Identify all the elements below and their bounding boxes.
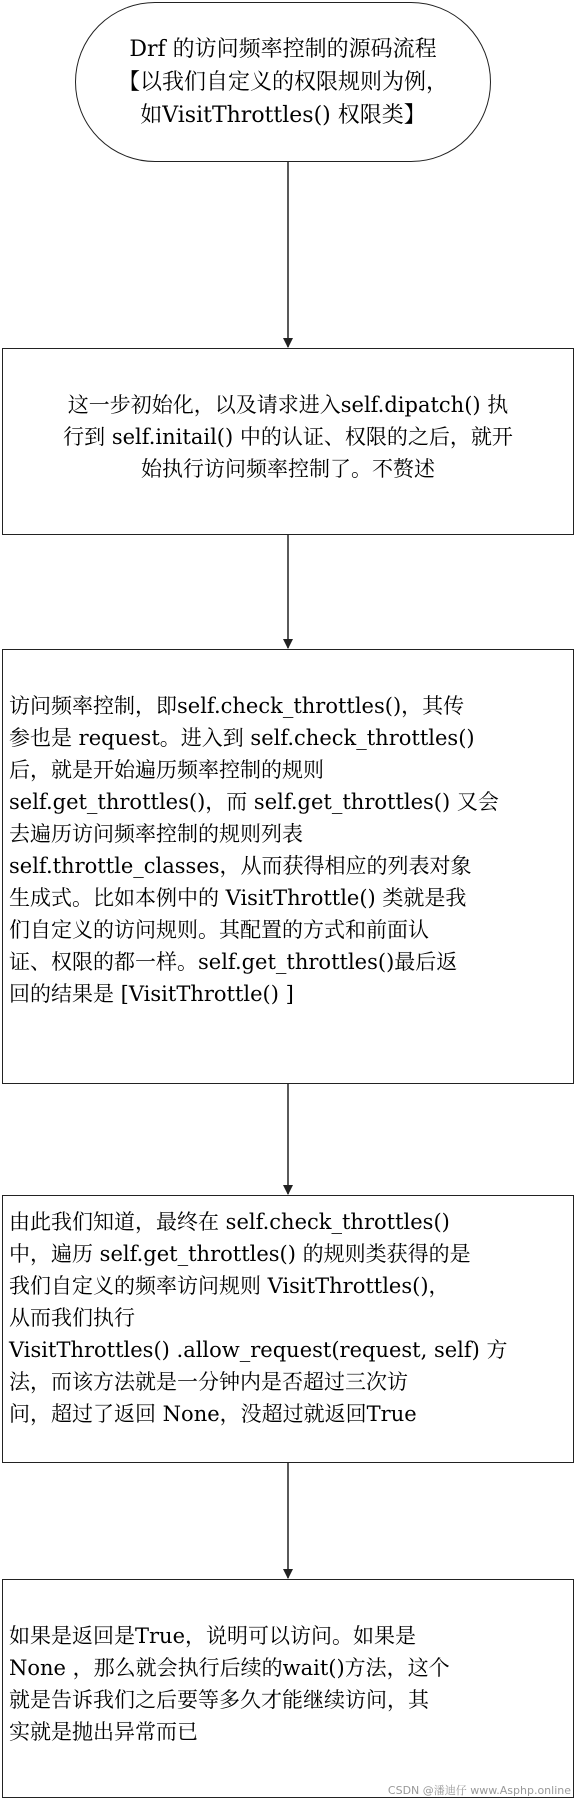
- source-watermark: CSDN @潘迪仔 www.Asphp.online: [387, 1784, 571, 1797]
- step-2-text: 访问频率控制，即self.check_throttles()，其传 参也是 request。进入到 self.check_throttles() 后，就是开始遍历频率控制的规则 self.get_throttles()，而 self.get_throttles() 又会 去遍历访问频率控制的规则列表 self.throttle_classes，从而获得相应的列表对象 生成式。比如本例中的 VisitThrottle() 类就是我 们自定义的访问规则。其配置的方式和前面认 证、权限的都一样。self.get_throttles()最后返 回的结果是 [VisitThrottle() ]: [9, 694, 499, 1006]
- step-4-box: [2, 1579, 574, 1798]
- start-node: [75, 2, 491, 162]
- start-node-text: Drf 的访问频率控制的源码流程 【以我们自定义的权限规则为例， 如VisitThrottles() 权限类】: [117, 37, 448, 128]
- step-3-text: 由此我们知道，最终在 self.check_throttles() 中，遍历 self.get_throttles() 的规则类获得的是 我们自定义的频率访问规则 VisitThrottles()， 从而我们执行 VisitThrottles() .allow_request(request, self) 方 法，而该方法就是一分钟内是否超过三次访 问，超过了返回 None，没超过就返回True: [9, 1210, 508, 1426]
- step-2-box: [2, 649, 574, 1084]
- step-1-text: 这一步初始化，以及请求进入self.dipatch() 执 行到 self.initail() 中的认证、权限的之后，就开 始执行访问频率控制了。不赘述: [63, 393, 513, 481]
- step-1-box: [2, 348, 574, 535]
- step-4-text: 如果是返回是True，说明可以访问。如果是 None ，那么就会执行后续的wait()方法，这个 就是告诉我们之后要等多久才能继续访问，其 实就是抛出异常而已: [9, 1624, 450, 1744]
- step-3-box: [2, 1195, 574, 1463]
